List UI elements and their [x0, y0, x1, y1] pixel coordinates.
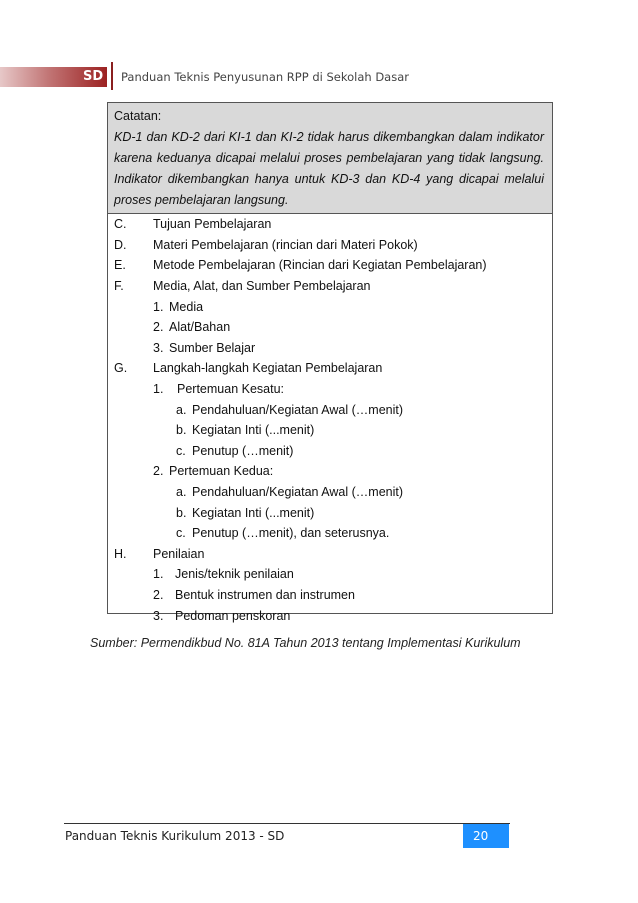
section-letter: E. — [114, 258, 126, 273]
section-e — [114, 255, 546, 276]
section-title: Penilaian — [153, 546, 205, 561]
note-body: KD-1 dan KD-2 dari KI-1 dan KI-2 tidak harus dikembangkan dalam indikator karena keduanya dicapai melalui proses pembelajaran yang tidak langsung. Indikator dikembangkan hanya untuk KD-3 dan KD-4 yang dicapai melalui proses pembelajaran langsung. — [114, 130, 544, 207]
section-title: Metode Pembelajaran (Rincian dari Kegiatan Pembelajaran) — [153, 258, 487, 273]
section-letter: H. — [114, 546, 127, 561]
section-letter: G. — [114, 361, 128, 376]
section-c — [114, 214, 546, 235]
section-f — [114, 276, 546, 297]
footer-title: Panduan Teknis Kurikulum 2013 - SD — [65, 829, 285, 843]
list-item: b. Kegiatan Inti (...menit) — [176, 423, 315, 438]
section-h — [114, 544, 546, 565]
list-item: 2. Bentuk instrumen dan instrumen — [153, 587, 355, 602]
list-item: 3. Pedoman penskoran — [153, 608, 291, 623]
list-item: 2. Alat/Bahan — [153, 320, 231, 335]
header-divider — [111, 62, 113, 90]
header-badge: SD — [83, 69, 104, 84]
section-d — [114, 235, 546, 256]
list-item: a. Pendahuluan/Kegiatan Awal (…menit) — [176, 485, 404, 500]
list-item: a. Pendahuluan/Kegiatan Awal (…menit) — [176, 402, 404, 417]
note-label: Catatan: — [114, 109, 162, 123]
page-number: 20 — [463, 824, 509, 848]
outline-list — [108, 214, 552, 626]
list-item: b. Kegiatan Inti (...menit) — [176, 505, 315, 520]
source-citation: Sumber: Permendikbud No. 81A Tahun 2013 tentang Implementasi Kurikulum — [90, 636, 521, 650]
list-item: 1. Jenis/teknik penilaian — [153, 567, 294, 582]
section-letter: D. — [114, 237, 127, 252]
list-item: c. Penutup (…menit), dan seterusnya. — [176, 526, 390, 541]
note-panel — [108, 103, 552, 214]
header-title: Panduan Teknis Penyusunan RPP di Sekolah Dasar — [121, 70, 409, 84]
rpp-outline-box — [107, 102, 553, 623]
section-title: Langkah-langkah Kegiatan Pembelajaran — [153, 361, 383, 376]
section-letter: C. — [114, 217, 127, 232]
section-g — [114, 358, 546, 379]
meeting-2-heading: 2. Pertemuan Kedua: — [153, 464, 274, 479]
meeting-1-heading: 1. Pertemuan Kesatu: — [153, 382, 285, 397]
footer-rule — [64, 823, 510, 824]
list-item: c. Penutup (…menit) — [176, 443, 294, 458]
section-title: Materi Pembelajaran (rincian dari Materi Pokok) — [153, 237, 418, 252]
section-title: Media, Alat, dan Sumber Pembelajaran — [153, 279, 371, 294]
list-item: 1. Media — [153, 299, 204, 314]
section-title: Tujuan Pembelajaran — [153, 217, 272, 232]
section-letter: F. — [114, 279, 124, 294]
list-item: 3. Sumber Belajar — [153, 340, 256, 355]
